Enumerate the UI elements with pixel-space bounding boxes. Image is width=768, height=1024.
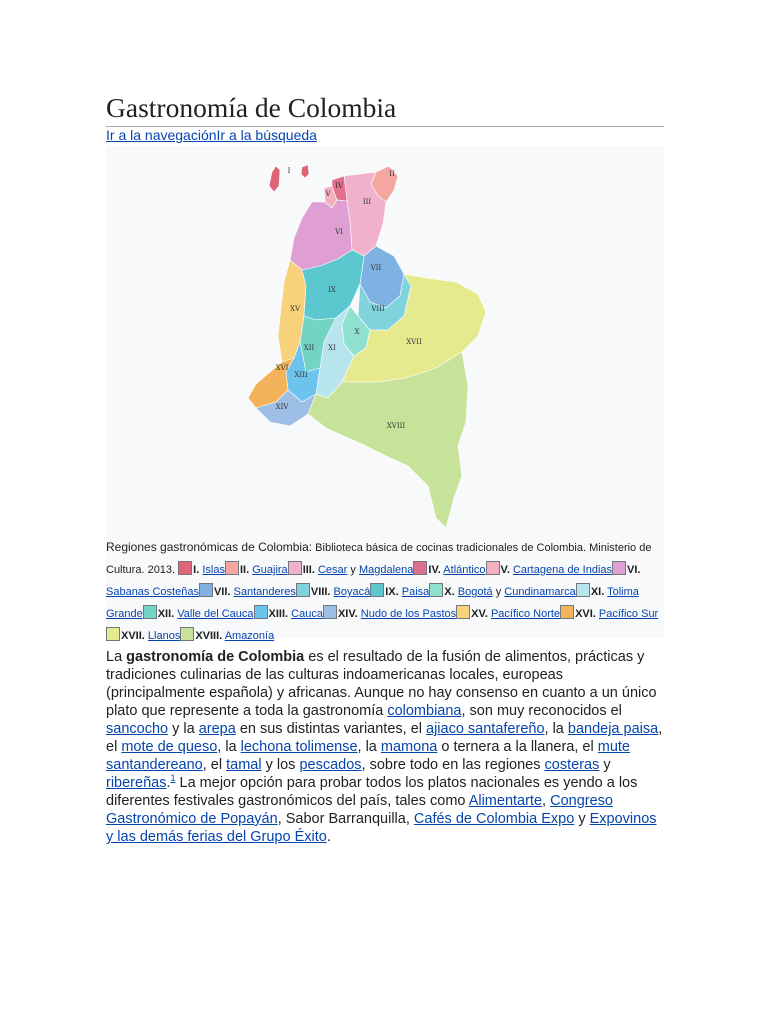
legend-swatch bbox=[486, 561, 500, 575]
text: , la bbox=[357, 739, 381, 755]
region-label-7: VII bbox=[370, 264, 382, 272]
text: La bbox=[106, 649, 127, 665]
text: , la bbox=[544, 721, 568, 737]
intro-paragraph bbox=[106, 648, 664, 846]
text: , Sabor Barranquilla, bbox=[277, 811, 414, 827]
jump-to-navigation-link[interactable]: Ir a la navegación bbox=[106, 127, 217, 143]
legend-link[interactable]: Cundinamarca bbox=[504, 586, 576, 598]
legend-link[interactable]: Guajira bbox=[252, 564, 288, 576]
legend-swatch bbox=[296, 583, 310, 597]
link-tamal[interactable]: tamal bbox=[226, 757, 262, 773]
text: en sus distintas variantes, el bbox=[235, 721, 427, 737]
legend-swatch bbox=[456, 605, 470, 619]
legend-number: XVI. bbox=[575, 608, 596, 620]
text: , el bbox=[106, 721, 663, 755]
legend-number: XIII. bbox=[268, 608, 289, 620]
caption-lead: Regiones gastronómicas de Colombia: bbox=[106, 540, 313, 554]
link-riberenas[interactable]: ribereñas bbox=[106, 775, 167, 791]
text: y bbox=[574, 811, 590, 827]
region-label-3: III bbox=[362, 198, 372, 206]
legend-link[interactable]: Santanderes bbox=[233, 586, 296, 598]
region-label-5: V bbox=[325, 190, 331, 198]
text: y la bbox=[168, 721, 199, 737]
region-label-13: XIII bbox=[294, 371, 308, 379]
legend-link[interactable]: Atlántico bbox=[443, 564, 486, 576]
region-label-18: XVIII bbox=[386, 422, 406, 430]
text: , sobre todo en las regiones bbox=[361, 757, 545, 773]
legend-number: I. bbox=[193, 564, 200, 576]
link-expovinos[interactable]: Expovinos y las demás ferias del Grupo Éxito bbox=[106, 811, 657, 845]
legend-swatch bbox=[106, 627, 120, 641]
legend-swatch bbox=[370, 583, 384, 597]
legend-number: IX. bbox=[385, 586, 399, 598]
legend-link[interactable]: Paisa bbox=[401, 586, 430, 598]
text: , el bbox=[202, 757, 227, 773]
text: , la bbox=[217, 739, 241, 755]
link-colombiana[interactable]: colombiana bbox=[387, 703, 462, 719]
legend-number: VIII. bbox=[310, 586, 331, 598]
legend-number: XVIII. bbox=[195, 630, 223, 642]
region-label-11: XI bbox=[328, 344, 336, 352]
legend-swatch bbox=[254, 605, 268, 619]
region-islas bbox=[269, 166, 280, 192]
link-mamona[interactable]: mamona bbox=[380, 739, 438, 755]
legend-swatch bbox=[323, 605, 337, 619]
legend-swatch bbox=[612, 561, 626, 575]
link-congreso-popayan[interactable]: Congreso Gastronómico de Popayán bbox=[106, 793, 613, 827]
legend-link[interactable]: Cartagena de Indias bbox=[512, 564, 613, 576]
text: , bbox=[542, 793, 551, 809]
legend-swatch bbox=[178, 561, 192, 575]
region-label-8: VIII bbox=[371, 305, 385, 313]
legend-link[interactable]: Nudo de los Pastos bbox=[360, 608, 457, 620]
legend-swatch bbox=[429, 583, 443, 597]
legend-link[interactable]: Amazonía bbox=[224, 630, 275, 642]
text: . bbox=[166, 775, 171, 791]
link-arepa[interactable]: arepa bbox=[198, 721, 236, 737]
link-cafes-expo[interactable]: Cafés de Colombia Expo bbox=[413, 811, 575, 827]
legend-link[interactable]: Magdalena bbox=[358, 564, 414, 576]
legend-joiner: y bbox=[495, 586, 502, 598]
text: y los bbox=[261, 757, 300, 773]
legend-swatch bbox=[576, 583, 590, 597]
legend-number: XII. bbox=[157, 608, 175, 620]
legend-link[interactable]: Llanos bbox=[147, 630, 181, 642]
link-mote-de-queso[interactable]: mote de queso bbox=[121, 739, 218, 755]
region-label-14: XIV bbox=[275, 403, 289, 411]
legend-link[interactable]: Islas bbox=[202, 564, 225, 576]
link-bandeja-paisa[interactable]: bandeja paisa bbox=[567, 721, 659, 737]
jump-to-search-link[interactable]: Ir a la búsqueda bbox=[216, 127, 317, 143]
legend-swatch bbox=[413, 561, 427, 575]
link-lechona[interactable]: lechona tolimense bbox=[240, 739, 358, 755]
link-pescados[interactable]: pescados bbox=[299, 757, 362, 773]
link-ajiaco[interactable]: ajiaco santafereño bbox=[426, 721, 545, 737]
reference-link[interactable]: 1 bbox=[170, 773, 176, 784]
legend-swatch bbox=[560, 605, 574, 619]
region-label-9: IX bbox=[328, 286, 336, 294]
text: y bbox=[599, 757, 611, 773]
caption-source: Biblioteca básica de cocinas tradicionales de Colombia. Ministerio de Cultura. 2013. bbox=[106, 542, 652, 576]
legend-number: XV. bbox=[471, 608, 488, 620]
legend-swatch bbox=[199, 583, 213, 597]
link-mute[interactable]: mute santandereano bbox=[106, 739, 630, 773]
legend-swatch bbox=[225, 561, 239, 575]
legend-number: V. bbox=[500, 564, 510, 576]
text: , son muy reconocidos el bbox=[461, 703, 622, 719]
legend-number: XI. bbox=[590, 586, 605, 598]
jump-links bbox=[106, 127, 317, 143]
legend-swatch bbox=[288, 561, 302, 575]
legend-number: X. bbox=[444, 586, 455, 598]
region-label-17: XVII bbox=[406, 338, 422, 346]
region-islas-b bbox=[301, 165, 309, 178]
legend-number: VII. bbox=[213, 586, 231, 598]
legend-link[interactable]: Boyacá bbox=[333, 586, 371, 598]
legend-items bbox=[106, 564, 658, 642]
legend-link[interactable]: Pacífico Sur bbox=[598, 608, 659, 620]
link-alimentarte[interactable]: Alimentarte bbox=[468, 793, 543, 809]
legend-link[interactable]: Tolima Grande bbox=[106, 586, 639, 620]
legend-number: XIV. bbox=[337, 608, 358, 620]
legend-link[interactable]: Bogotá bbox=[457, 586, 493, 598]
legend-link[interactable]: Cesar bbox=[317, 564, 348, 576]
map-caption bbox=[106, 536, 662, 647]
region-label-6: VI bbox=[335, 228, 343, 236]
region-label-4: IV bbox=[335, 182, 343, 190]
legend-number: III. bbox=[302, 564, 315, 576]
legend-joiner: y bbox=[350, 564, 356, 576]
legend-link[interactable]: Valle del Cauca bbox=[177, 608, 254, 620]
legend-number: XVII. bbox=[121, 630, 145, 642]
legend-swatch bbox=[180, 627, 194, 641]
legend-number: VI. bbox=[627, 564, 641, 576]
region-label-15: XV bbox=[289, 305, 301, 313]
region-label-16: XVI bbox=[275, 364, 289, 372]
region-label-2: II bbox=[389, 170, 395, 178]
map-figure bbox=[106, 146, 664, 642]
link-sancocho[interactable]: sancocho bbox=[106, 721, 169, 737]
text: es el resultado de la fusión de alimentos, prácticas y tradiciones culinarias de las culturas indoamericanas locales, europeas (principalmente española) y africanas. Aunque no hay consenso en cuanto a un único plato que represente a toda la gastronomía bbox=[106, 649, 657, 719]
page-title: Gastronomía de Colombia bbox=[106, 92, 664, 127]
legend-swatch bbox=[143, 605, 157, 619]
legend-number: IV. bbox=[428, 564, 441, 576]
bold-term: gastronomía de Colombia bbox=[126, 649, 305, 665]
region-label-1: I bbox=[287, 167, 291, 175]
region-label-12: XII bbox=[303, 344, 315, 352]
legend-number: II. bbox=[239, 564, 250, 576]
legend-link[interactable]: Pacífico Norte bbox=[490, 608, 561, 620]
legend-link[interactable]: Cauca bbox=[291, 608, 323, 620]
text: La mejor opción para probar todos los platos nacionales es yendo a los diferentes festivales gastronómicos del país, tales como bbox=[106, 775, 638, 809]
colombia-regions-map[interactable] bbox=[106, 146, 664, 536]
region-label-10: X bbox=[354, 328, 360, 336]
link-costeras[interactable]: costeras bbox=[544, 757, 600, 773]
text: o ternera a la llanera, el bbox=[437, 739, 598, 755]
text: . bbox=[326, 829, 331, 845]
legend-link[interactable]: Sabanas Costeñas bbox=[106, 586, 199, 598]
